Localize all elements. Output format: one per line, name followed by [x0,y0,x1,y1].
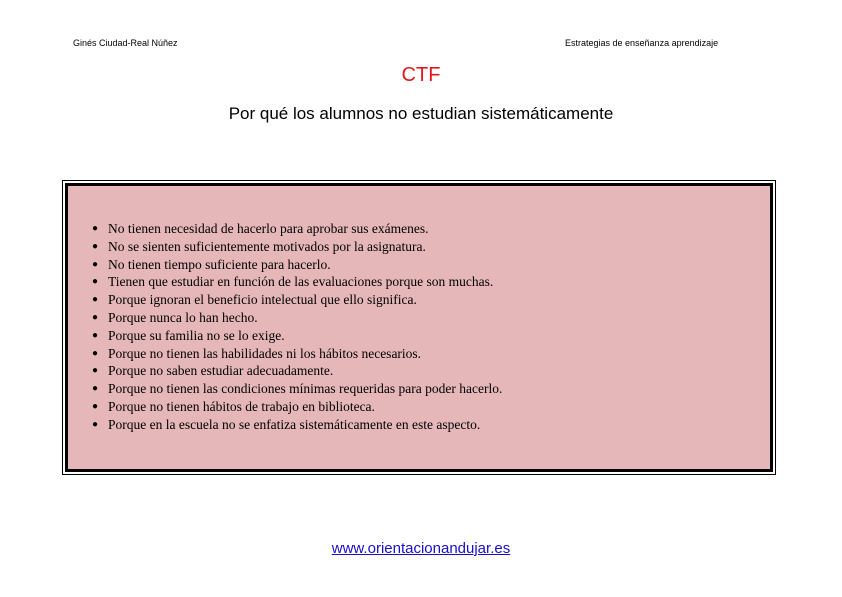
bullet-icon: ● [92,311,99,323]
list-item [92,291,502,309]
list-item-text: Tienen que estudiar en función de las evaluaciones porque son muchas. [108,274,494,290]
list-item [92,398,502,416]
list-item [92,416,502,434]
bullet-icon: ● [92,329,99,341]
bullet-icon: ● [92,294,99,306]
list-item [92,380,503,398]
bullet-icon: ● [92,365,99,377]
list-item-text: Porque nunca lo han hecho. [108,309,258,325]
page-title: CTF [401,64,441,86]
list-item-text: No tienen tiempo suficiente para hacerlo. [108,256,331,272]
reasons-box-frame [62,180,776,475]
list-item [92,309,502,327]
list-item [92,362,502,380]
reasons-box [65,183,773,472]
bullet-icon: ● [92,418,99,430]
bullet-icon: ● [92,223,99,234]
list-item-text: No tienen necesidad de hacerlo para aprobar sus exámenes. [108,221,429,236]
list-item [92,273,502,291]
list-item [92,327,502,345]
list-item [92,345,502,363]
list-item [92,220,502,238]
bullet-icon: ● [92,383,99,395]
website-link[interactable]: www.orientacionandujar.es [331,540,511,557]
list-item-text: Porque no tienen las habilidades ni los hábitos necesarios. [108,345,422,361]
list-item-text: No se sienten suficientemente motivados por la asignatura. [108,238,426,254]
bullet-icon: ● [92,240,99,252]
bullet-icon: ● [92,347,99,359]
list-item-text: Porque su familia no se lo exige. [108,327,285,343]
list-item-text: Porque ignoran el beneficio intelectual que ello significa. [108,292,417,308]
list-item [92,238,502,256]
bullet-icon: ● [92,400,99,412]
list-item-text: Porque no saben estudiar adecuadamente. [108,363,334,379]
list-item-text: Porque no tienen las condiciones mínimas requeridas para poder hacerlo. [108,381,503,397]
list-item [92,256,502,274]
header-author: Ginés Ciudad-Real Núñez [73,38,178,48]
bullet-icon: ● [92,258,99,270]
list-item-text: Porque en la escuela no se enfatiza sistemáticamente en este aspecto. [108,416,481,432]
bullet-icon: ● [92,276,99,288]
header-subject: Estrategias de enseñanza aprendizaje [565,38,719,48]
page-subtitle: Por qué los alumnos no estudian sistemáticamente [228,104,614,123]
reasons-list [92,220,503,434]
list-item-text: Porque no tienen hábitos de trabajo en biblioteca. [108,398,375,414]
